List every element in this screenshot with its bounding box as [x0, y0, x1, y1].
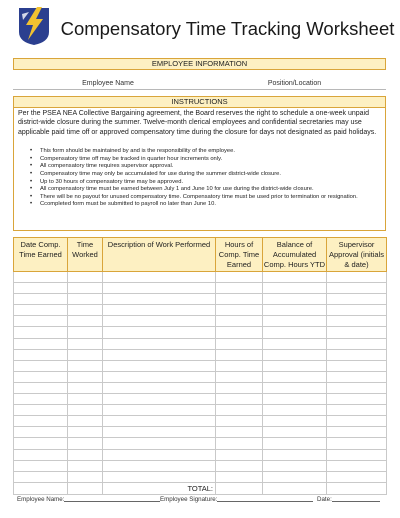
table-row: [14, 438, 387, 449]
footer-employee-signature[interactable]: [160, 496, 217, 503]
table-row: [14, 394, 387, 405]
employee-information-header: EMPLOYEE INFORMATION: [13, 58, 386, 70]
table-row: [14, 449, 387, 460]
table-cell[interactable]: [68, 316, 103, 327]
table-cell[interactable]: [68, 382, 103, 393]
table-cell[interactable]: [68, 471, 103, 482]
table-cell[interactable]: [14, 360, 68, 371]
table-cell[interactable]: [216, 382, 263, 393]
table-cell[interactable]: [103, 427, 216, 438]
footer-employee-signature-label: Employee Signature:: [160, 496, 218, 503]
instructions-intro: Per the PSEA NEA Collective Bargaining agreement, the Board reserves the right to schedule a one-week unpaid district-wide closure during the summer. Twelve-month clerical employees and confidential secretaries may use applicable paid time off or approved compensatory time during the closure for days not designated as paid holidays.: [18, 110, 377, 136]
table-cell[interactable]: [216, 360, 263, 371]
table-cell[interactable]: [263, 449, 327, 460]
table-cell[interactable]: [216, 416, 263, 427]
instructions-header: INSTRUCTIONS: [13, 96, 386, 108]
table-cell[interactable]: [14, 438, 68, 449]
table-cell[interactable]: [327, 427, 387, 438]
table-cell[interactable]: [263, 382, 327, 393]
table-cell[interactable]: [103, 405, 216, 416]
table-cell[interactable]: [216, 272, 263, 283]
instructions-list: [30, 148, 381, 209]
table-cell[interactable]: [103, 283, 216, 294]
table-cell[interactable]: [68, 349, 103, 360]
total-cell[interactable]: [216, 482, 263, 494]
table-cell[interactable]: [68, 449, 103, 460]
table-row: [14, 405, 387, 416]
table-cell[interactable]: [103, 316, 216, 327]
table-cell[interactable]: [216, 427, 263, 438]
table-cell[interactable]: [14, 471, 68, 482]
table-row: [14, 272, 387, 283]
column-header-supervisor-approval: Supervisor Approval (initials & date): [327, 238, 387, 272]
table-cell[interactable]: [327, 371, 387, 382]
table-cell[interactable]: [216, 305, 263, 316]
column-header-description: Description of Work Performed: [103, 238, 216, 272]
total-cell: [68, 482, 103, 494]
table-cell[interactable]: [263, 460, 327, 471]
table-cell[interactable]: [68, 360, 103, 371]
table-cell[interactable]: [263, 294, 327, 305]
instruction-item: • Compensatory time off may be tracked in quarter hour increments only.: [30, 156, 381, 164]
table-cell[interactable]: [263, 427, 327, 438]
table-row: [14, 460, 387, 471]
table-cell[interactable]: [263, 338, 327, 349]
table-cell[interactable]: [327, 283, 387, 294]
table-cell[interactable]: [68, 460, 103, 471]
table-cell[interactable]: [263, 349, 327, 360]
table-cell[interactable]: [263, 360, 327, 371]
position-location-field[interactable]: [203, 80, 386, 87]
table-cell[interactable]: [327, 394, 387, 405]
table-cell[interactable]: [263, 405, 327, 416]
table-cell[interactable]: [216, 349, 263, 360]
table-cell[interactable]: [103, 294, 216, 305]
table-cell[interactable]: [68, 327, 103, 338]
table-cell[interactable]: [263, 416, 327, 427]
table-row: [14, 471, 387, 482]
table-cell[interactable]: [103, 416, 216, 427]
position-location-label: Position/Location: [267, 80, 322, 87]
instructions-panel: [13, 107, 386, 231]
table-cell[interactable]: [14, 460, 68, 471]
page-title: Compensatory Time Tracking Worksheet: [60, 18, 395, 39]
table-cell[interactable]: [68, 427, 103, 438]
column-header-date: Date Comp. Time Earned: [14, 238, 68, 272]
table-row: [14, 294, 387, 305]
table-cell[interactable]: [68, 294, 103, 305]
table-cell[interactable]: [14, 371, 68, 382]
table-cell[interactable]: [263, 305, 327, 316]
table-cell[interactable]: [216, 394, 263, 405]
table-cell[interactable]: [103, 272, 216, 283]
table-cell[interactable]: [14, 316, 68, 327]
table-row: [14, 371, 387, 382]
table-header-row: [14, 238, 387, 272]
table-cell[interactable]: [216, 327, 263, 338]
table-row: [14, 316, 387, 327]
instruction-item: • There will be no payout for unused compensatory time. Compensatory time must be used prior to termination or resignation.: [30, 194, 381, 202]
total-cell: [14, 482, 68, 494]
table-cell[interactable]: [263, 394, 327, 405]
instruction-item: • All compensatory time must be earned between July 1 and June 10 for use during the district-wide closure.: [30, 186, 381, 194]
table-cell[interactable]: [68, 416, 103, 427]
table-cell[interactable]: [327, 349, 387, 360]
total-cell: [327, 482, 387, 494]
table-cell[interactable]: [103, 460, 216, 471]
table-cell[interactable]: [14, 294, 68, 305]
table-row: [14, 338, 387, 349]
table-cell[interactable]: [103, 360, 216, 371]
table-cell[interactable]: [14, 394, 68, 405]
table-cell[interactable]: [68, 272, 103, 283]
instruction-item: • Compensatory time may only be accumulated for use during the summer district-wide closure.: [30, 171, 381, 179]
table-cell[interactable]: [14, 427, 68, 438]
column-header-hours-earned: Hours of Comp. Time Earned: [216, 238, 263, 272]
instruction-item: • All compensatory time requires supervisor approval.: [30, 163, 381, 171]
table-body: [14, 272, 387, 495]
table-cell[interactable]: [216, 405, 263, 416]
table-cell[interactable]: [327, 405, 387, 416]
table-cell[interactable]: [14, 449, 68, 460]
table-cell[interactable]: [103, 305, 216, 316]
table-cell[interactable]: [327, 416, 387, 427]
table-cell[interactable]: [14, 338, 68, 349]
table-cell[interactable]: [327, 338, 387, 349]
table-cell[interactable]: [103, 438, 216, 449]
table-cell[interactable]: [103, 371, 216, 382]
column-header-balance: Balance of Accumulated Comp. Hours YTD: [263, 238, 327, 272]
table-cell[interactable]: [327, 382, 387, 393]
table-cell[interactable]: [103, 471, 216, 482]
table-cell[interactable]: [327, 305, 387, 316]
table-cell[interactable]: [14, 272, 68, 283]
table-row: [14, 327, 387, 338]
table-cell[interactable]: [216, 371, 263, 382]
table-cell[interactable]: [327, 471, 387, 482]
table-cell[interactable]: [68, 405, 103, 416]
table-cell[interactable]: [103, 382, 216, 393]
table-row: [14, 349, 387, 360]
table-row: [14, 283, 387, 294]
table-cell[interactable]: [263, 371, 327, 382]
instruction-item: • Up to 30 hours of compensatory time may be approved.: [30, 179, 381, 187]
table-cell[interactable]: [263, 316, 327, 327]
footer-employee-signature-line: [217, 496, 313, 502]
column-header-time-worked: Time Worked: [68, 238, 103, 272]
footer-employee-name[interactable]: [17, 496, 64, 503]
table-cell[interactable]: [216, 471, 263, 482]
table-cell[interactable]: [327, 294, 387, 305]
table-cell[interactable]: [14, 283, 68, 294]
table-cell[interactable]: [327, 316, 387, 327]
footer-date[interactable]: [317, 496, 332, 503]
table-cell[interactable]: [14, 327, 68, 338]
table-cell[interactable]: [68, 438, 103, 449]
table-cell[interactable]: [263, 272, 327, 283]
table-cell[interactable]: [103, 394, 216, 405]
table-cell[interactable]: [216, 283, 263, 294]
table-cell[interactable]: [216, 460, 263, 471]
table-cell[interactable]: [14, 405, 68, 416]
footer-employee-name-label: Employee Name:: [17, 496, 65, 503]
employee-name-field[interactable]: [13, 80, 203, 87]
table-cell[interactable]: [68, 283, 103, 294]
table-cell[interactable]: [216, 316, 263, 327]
instruction-item: • Ccompleted form must be submitted to payroll no later than June 10.: [30, 201, 381, 209]
table-row: [14, 427, 387, 438]
table-cell[interactable]: [103, 449, 216, 460]
table-cell[interactable]: [216, 438, 263, 449]
total-label: TOTAL:: [103, 482, 216, 494]
table-cell[interactable]: [327, 460, 387, 471]
instruction-item: • This form should be maintained by and is the responsibility of the employee.: [30, 148, 381, 156]
table-cell[interactable]: [103, 338, 216, 349]
footer-date-line: [332, 496, 380, 502]
table-cell[interactable]: [14, 382, 68, 393]
table-cell[interactable]: [103, 349, 216, 360]
table-cell[interactable]: [68, 338, 103, 349]
table-cell[interactable]: [216, 294, 263, 305]
footer-date-label: Date:: [317, 496, 332, 503]
table-cell[interactable]: [327, 360, 387, 371]
table-row: [14, 416, 387, 427]
table-cell[interactable]: [14, 305, 68, 316]
table-row: [14, 360, 387, 371]
comp-time-log-table: [13, 237, 387, 495]
table-cell[interactable]: [216, 338, 263, 349]
table-cell[interactable]: [68, 305, 103, 316]
table-cell[interactable]: [14, 349, 68, 360]
footer-employee-name-line: [64, 496, 160, 502]
table-cell[interactable]: [327, 449, 387, 460]
table-cell[interactable]: [327, 272, 387, 283]
table-cell[interactable]: [216, 449, 263, 460]
table-cell[interactable]: [68, 394, 103, 405]
table-cell[interactable]: [68, 371, 103, 382]
table-cell[interactable]: [327, 438, 387, 449]
table-row: [14, 305, 387, 316]
employee-name-label: Employee Name: [82, 80, 134, 87]
table-cell[interactable]: [103, 327, 216, 338]
employee-information-row: [13, 77, 386, 90]
table-cell[interactable]: [263, 283, 327, 294]
total-cell[interactable]: [263, 482, 327, 494]
table-cell[interactable]: [263, 327, 327, 338]
table-cell[interactable]: [263, 438, 327, 449]
table-cell[interactable]: [263, 471, 327, 482]
lightning-shield-logo: [17, 6, 51, 46]
table-cell[interactable]: [14, 416, 68, 427]
table-cell[interactable]: [327, 327, 387, 338]
total-row: [14, 482, 387, 494]
table-row: [14, 382, 387, 393]
